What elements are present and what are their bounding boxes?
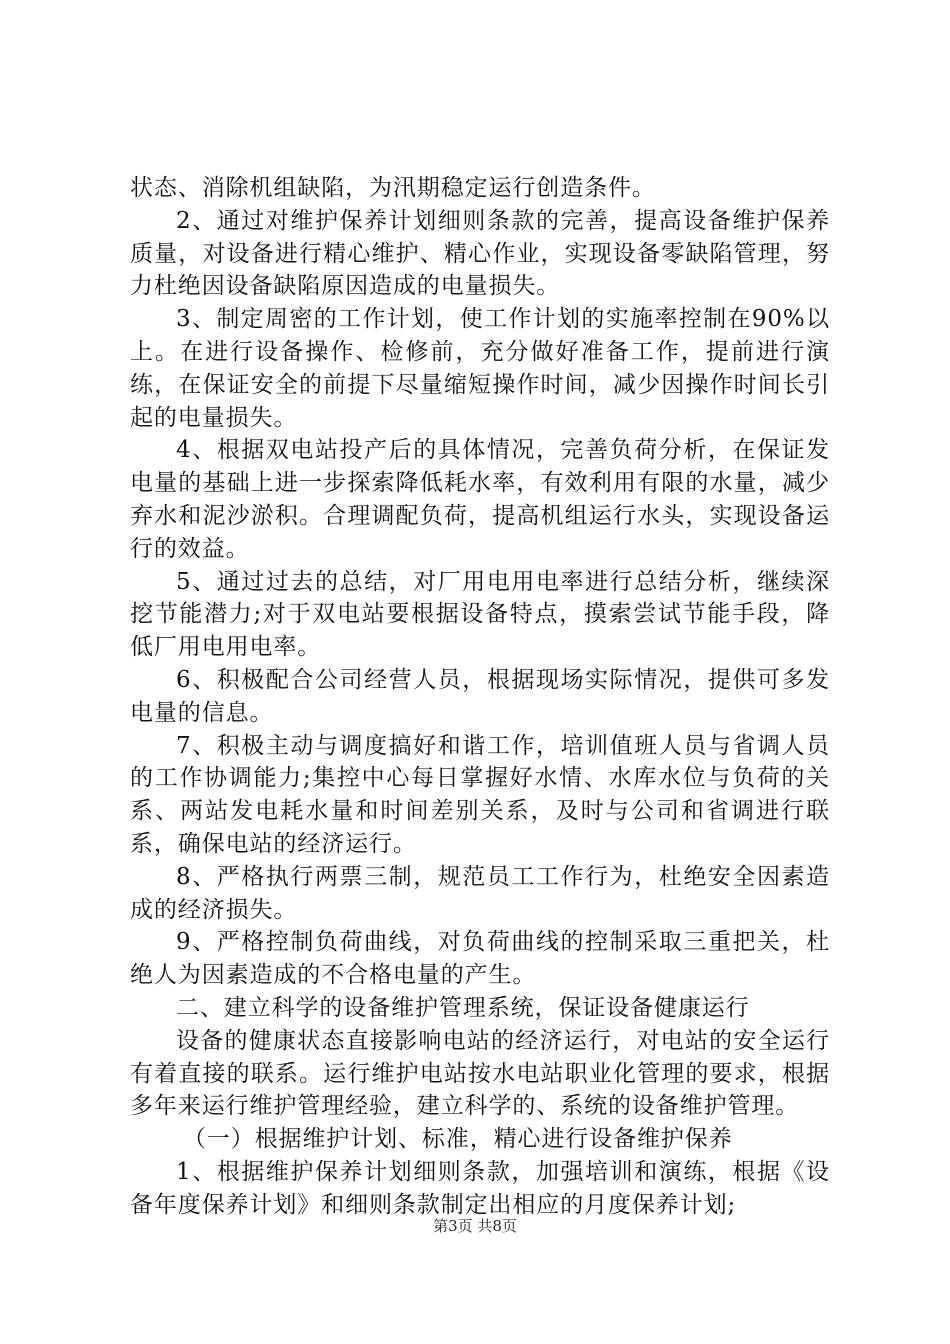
- paragraph-item-4: 4、根据双电站投产后的具体情况，完善负荷分析，在保证发电量的基础上进一步探索降低耗水率，有效利用有限的水量，减少弃水和泥沙淤积。合理调配负荷，提高机组运行水头，实现设备运行的效益。: [130, 437, 830, 562]
- section-heading: 二、建立科学的设备维护管理系统，保证设备健康运行: [176, 994, 750, 1021]
- paragraph-item-2: 2、通过对维护保养计划细则条款的完善，提高设备维护保养质量，对设备进行精心维护、精心作业，实现设备零缺陷管理，努力杜绝因设备缺陷原因造成的电量损失。: [130, 207, 830, 300]
- paragraph-item-8: 8、严格执行两票三制，规范员工工作行为，杜绝安全因素造成的经济损失。: [130, 863, 830, 923]
- paragraph-item-9: 9、严格控制负荷曲线，对负荷曲线的控制采取三重把关，杜绝人为因素造成的不合格电量的产生。: [130, 929, 830, 989]
- paragraph-item-3: 3、制定周密的工作计划，使工作计划的实施率控制在90%以上。在进行设备操作、检修前，充分做好准备工作，提前进行演练，在保证安全的前提下尽量缩短操作时间，减少因操作时间长引起的电量损失。: [130, 306, 830, 431]
- paragraph-continuation: 状态、消除机组缺陷，为汛期稳定运行创造条件。: [130, 175, 656, 201]
- paragraph-intro: 设备的健康状态直接影响电站的经济运行，对电站的安全运行有着直接的联系。运行维护电站按水电站职业化管理的要求，根据多年来运行维护管理经验，建立科学的、系统的设备维护管理。: [130, 1027, 830, 1120]
- page-number-footer: 第3页 共8页: [433, 1217, 517, 1235]
- document-body: [130, 172, 830, 1222]
- paragraph-item-7: 7、积极主动与调度搞好和谐工作，培训值班人员与省调人员的工作协调能力;集控中心每日掌握好水情、水库水位与负荷的关系、两站发电耗水量和时间差别关系，及时与公司和省调进行联系，确保电站的经济运行。: [130, 732, 830, 857]
- subsection-heading: （一）根据维护计划、标准，精心进行设备维护保养: [182, 1126, 733, 1153]
- paragraph-subitem-1: 1、根据维护保养计划细则条款，加强培训和演练，根据《设备年度保养计划》和细则条款制定出相应的月度保养计划;: [130, 1158, 830, 1218]
- paragraph-item-6: 6、积极配合公司经营人员，根据现场实际情况，提供可多发电量的信息。: [130, 666, 830, 726]
- paragraph-item-5: 5、通过过去的总结，对厂用电用电率进行总结分析，继续深挖节能潜力;对于双电站要根据设备特点，摸索尝试节能手段，降低厂用电用电率。: [130, 568, 830, 661]
